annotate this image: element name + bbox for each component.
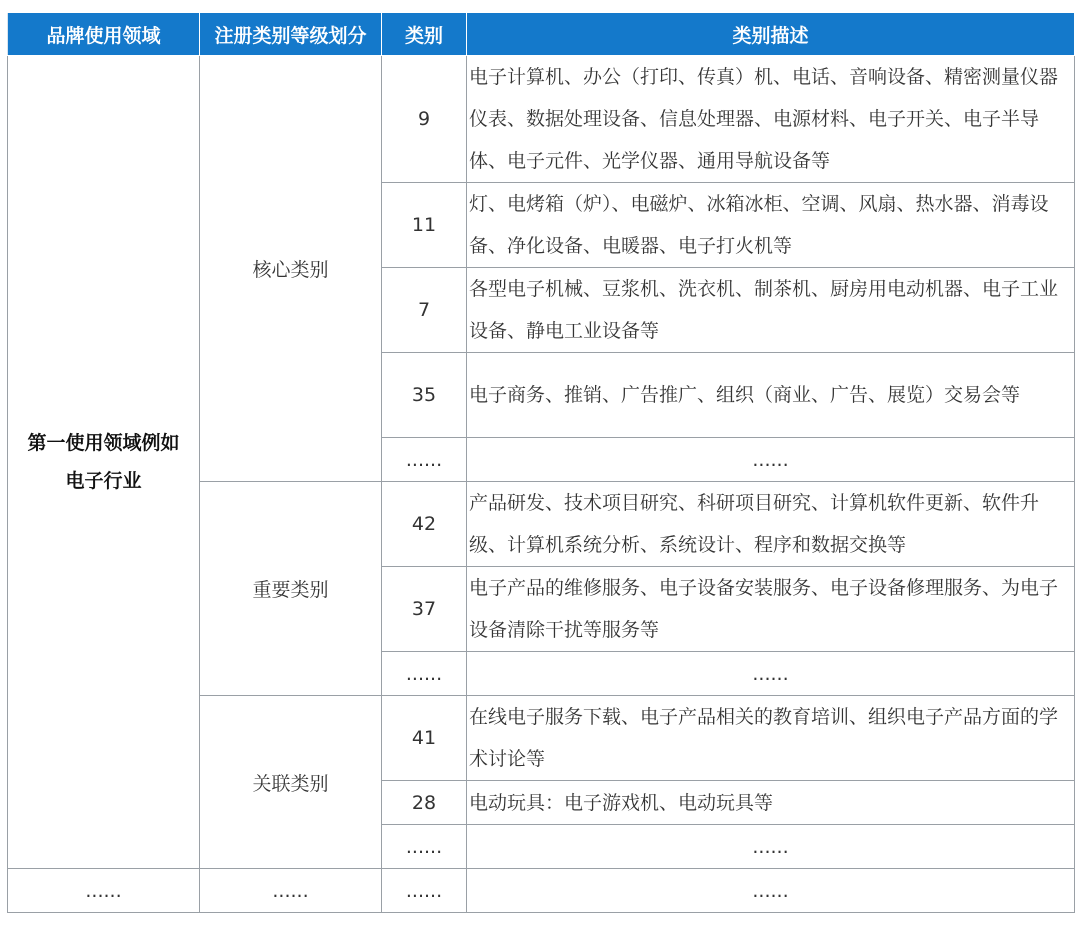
- class-description: 电子商务、推销、广告推广、组织（商业、广告、展览）交易会等: [467, 353, 1075, 438]
- class-description: 在线电子服务下载、电子产品相关的教育培训、组织电子产品方面的学术讨论等: [467, 696, 1075, 781]
- class-description: ......: [467, 652, 1075, 696]
- more-domain: ......: [8, 869, 200, 913]
- class-number: ......: [382, 652, 467, 696]
- class-description: 各型电子机械、豆浆机、洗衣机、制茶机、厨房用电动机器、电子工业设备、静电工业设备等: [467, 268, 1075, 353]
- class-number: ......: [382, 438, 467, 482]
- class-number: 35: [382, 353, 467, 438]
- header-row: [8, 13, 1075, 56]
- class-number: 7: [382, 268, 467, 353]
- header-brand-domain: 品牌使用领域: [8, 13, 200, 56]
- class-number: 11: [382, 183, 467, 268]
- brand-category-table: [7, 12, 1075, 913]
- level-related: 关联类别: [200, 696, 382, 869]
- class-number: 28: [382, 781, 467, 825]
- table-row-more: [8, 869, 1075, 913]
- level-important: 重要类别: [200, 482, 382, 696]
- class-description: 电子产品的维修服务、电子设备安装服务、电子设备修理服务、为电子设备清除干扰等服务等: [467, 567, 1075, 652]
- header-description: 类别描述: [467, 13, 1075, 56]
- class-number: 42: [382, 482, 467, 567]
- header-class: 类别: [382, 13, 467, 56]
- table-row: [8, 56, 1075, 183]
- header-level: 注册类别等级划分: [200, 13, 382, 56]
- class-description: 灯、电烤箱（炉）、电磁炉、冰箱冰柜、空调、风扇、热水器、消毒设备、净化设备、电暖器、电子打火机等: [467, 183, 1075, 268]
- class-number: ......: [382, 825, 467, 869]
- class-description: ......: [467, 438, 1075, 482]
- more-class: ......: [382, 869, 467, 913]
- domain-cell: [8, 56, 200, 869]
- class-number: 37: [382, 567, 467, 652]
- more-description: ......: [467, 869, 1075, 913]
- class-number: 41: [382, 696, 467, 781]
- class-description: 产品研发、技术项目研究、科研项目研究、计算机软件更新、软件升级、计算机系统分析、系统设计、程序和数据交换等: [467, 482, 1075, 567]
- more-level: ......: [200, 869, 382, 913]
- domain-line2: 电子行业: [65, 470, 142, 492]
- level-core: 核心类别: [200, 56, 382, 482]
- class-description: 电动玩具：电子游戏机、电动玩具等: [467, 781, 1075, 825]
- class-description: 电子计算机、办公（打印、传真）机、电话、音响设备、精密测量仪器仪表、数据处理设备、信息处理器、电源材料、电子开关、电子半导体、电子元件、光学仪器、通用导航设备等: [467, 56, 1075, 183]
- domain-line1: 第一使用领域例如: [27, 432, 180, 454]
- class-number: 9: [382, 56, 467, 183]
- class-description: ......: [467, 825, 1075, 869]
